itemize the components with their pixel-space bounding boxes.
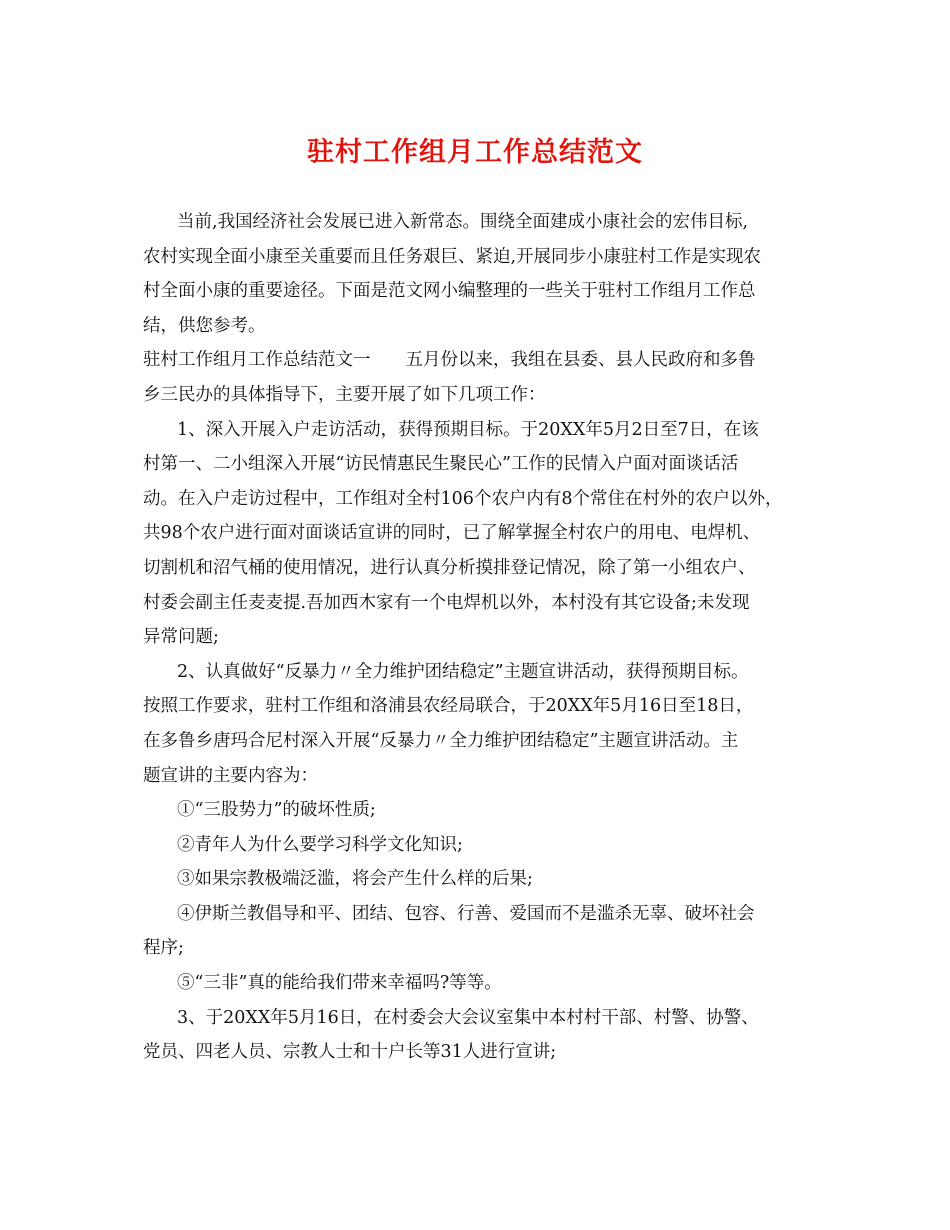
text-line: 动。在入户走访过程中，工作组对全村106个农户内有8个常住在村外的农户以外， <box>143 488 783 509</box>
text-line: ③如果宗教极端泛滥，将会产生什么样的后果; <box>177 869 533 890</box>
text-line: 题宣讲的主要内容为： <box>143 765 318 786</box>
text-line: 当前,我国经济社会发展已进入新常态。围绕全面建成小康社会的宏伟目标, <box>177 212 749 232</box>
text-line: 村全面小康的重要途径。下面是范文网小编整理的一些关于驻村工作组月工作总 <box>143 281 756 302</box>
text-line: 村委会副主任麦麦提.吾加西木家有一个电焊机以外，本村没有其它设备;未发现 <box>143 592 750 613</box>
text-line: 结，供您参考。 <box>143 315 266 336</box>
document-title: 驻村工作组月工作总结范文 <box>307 137 643 168</box>
text-line: ①“三股势力”的破坏性质; <box>177 800 376 821</box>
text-line: 驻村工作组月工作总结范文一 五月份以来，我组在县委、县人民政府和多鲁 <box>143 350 756 371</box>
text-line: 切割机和沼气桶的使用情况，进行认真分析摸排登记情况，除了第一小组农户、 <box>143 557 756 578</box>
text-line: 党员、四老人员、宗教人士和十户长等31人进行宣讲; <box>143 1042 557 1063</box>
text-line: 程序; <box>143 938 184 959</box>
text-line: 乡三民办的具体指导下，主要开展了如下几项工作： <box>143 384 546 405</box>
text-line: 3、于20XX年5月16日，在村委会大会议室集中本村村干部、村警、协警、 <box>177 1007 759 1028</box>
text-line: 村第一、二小组深入开展“访民情惠民生聚民心”工作的民情入户面对面谈话活 <box>143 454 739 475</box>
text-line: 1、深入开展入户走访活动，获得预期目标。于20XX年5月2日至7日，在该 <box>177 419 759 440</box>
document-body <box>143 205 823 1070</box>
text-line: 按照工作要求，驻村工作组和洛浦县农经局联合，于20XX年5月16日至18日， <box>143 696 754 717</box>
text-line: 异常问题; <box>143 627 219 648</box>
text-line: 共98个农户进行面对面谈话宣讲的同时，已了解掌握全村农户的用电、电焊机、 <box>143 523 761 544</box>
text-line: 在多鲁乡唐玛合尼村深入开展“反暴力〃全力维护团结稳定”主题宣讲活动。主 <box>143 730 739 751</box>
text-line: ②青年人为什么要学习科学文化知识; <box>177 834 463 855</box>
text-line: ④伊斯兰教倡导和平、团结、包容、行善、爱国而不是滥杀无辜、破坏社会 <box>177 903 755 924</box>
text-line: 2、认真做好“反暴力〃全力维护团结稳定”主题宣讲活动，获得预期目标。 <box>177 661 749 682</box>
text-line: 农村实现全面小康至关重要而且任务艰巨、紧迫,开展同步小康驻村工作是实现农 <box>143 246 762 267</box>
text-line: ⑤“三非”真的能给我们带来幸福吗?等等。 <box>177 973 502 994</box>
